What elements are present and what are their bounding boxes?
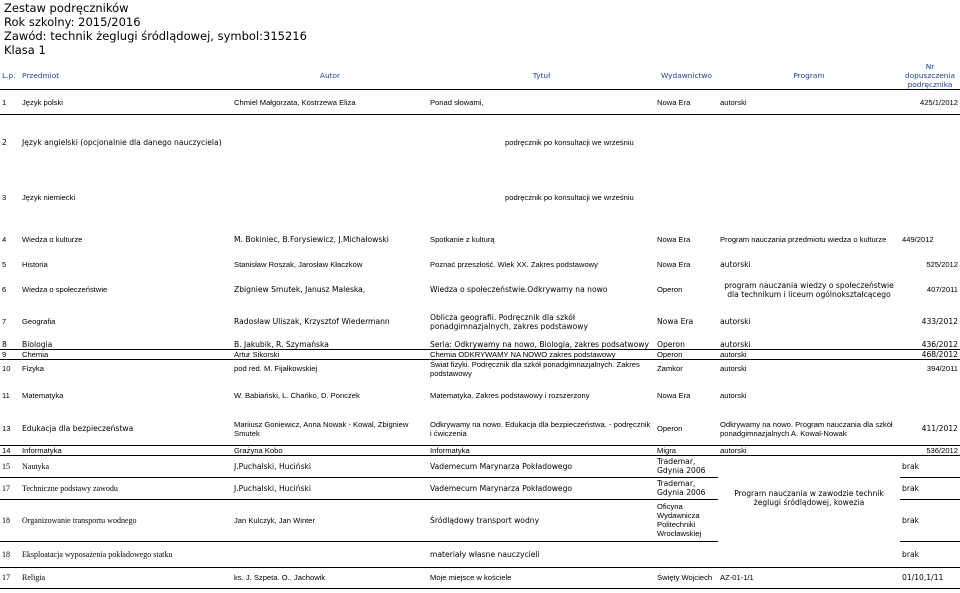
cell-lp: 13 bbox=[0, 413, 20, 445]
doc-title: Zestaw podręczników bbox=[4, 1, 129, 15]
cell-nr: brak bbox=[900, 477, 960, 499]
cell-nr: 468/2012 bbox=[900, 349, 960, 359]
cell-program: autorski bbox=[718, 349, 900, 359]
cell-wydawnictwo: Operon bbox=[657, 285, 683, 294]
cell-nr: 436/2012 bbox=[900, 340, 960, 350]
cell-tytul: Wiedza o społeczeństwie.Odkrywamy na nowo bbox=[430, 285, 608, 294]
cell-wydawnictwo bbox=[655, 541, 718, 567]
cell-autor: ks. J. Szpeta. O.. Jachowik bbox=[232, 567, 428, 588]
cell-program: Odkrywamy na nowo. Program nauczania dla szkół ponadgimnazjalnych A. Kowal-Nowak bbox=[718, 413, 900, 445]
cell-tytul: Moje miejsce w kościele bbox=[428, 567, 655, 588]
cell-nr: 411/2012 bbox=[900, 413, 960, 445]
cell-nr: 394/2011 bbox=[926, 364, 958, 374]
table-row bbox=[0, 445, 960, 455]
table-row bbox=[0, 349, 960, 359]
cell-przedmiot: Język niemiecki bbox=[22, 193, 76, 202]
class-label: Klasa 1 bbox=[4, 43, 46, 57]
cell-wydawnictwo: Operon bbox=[655, 340, 718, 350]
cell-program: Program nauczania przedmiotu wiedza o kulturze bbox=[720, 234, 887, 244]
cell-przedmiot: Religia bbox=[20, 567, 232, 588]
cell-przedmiot: Eksploatacja wyposażenia pokładowego statku bbox=[20, 541, 232, 567]
cell-wydawnictwo: Oficyna Wydawnicza Politechniki Wrocławskiej bbox=[655, 499, 718, 541]
cell-autor: W. Babiański, L. Chańko, D. Ponczek bbox=[234, 391, 360, 400]
cell-nr: brak bbox=[900, 455, 960, 477]
table-row bbox=[0, 541, 960, 567]
cell-nr: brak bbox=[900, 541, 960, 567]
cell-autor: Stanisław Roszak, Jarosław Kłaczkow bbox=[234, 259, 363, 269]
cell-lp: 3 bbox=[2, 193, 7, 202]
cell-wydawnictwo: Trademar, Gdynia 2006 bbox=[655, 455, 718, 477]
table-row bbox=[0, 90, 960, 115]
table-row bbox=[0, 567, 960, 588]
cell-przedmiot: Wiedza o społeczeństwie bbox=[22, 285, 108, 294]
cell-przedmiot: Chemia bbox=[20, 349, 232, 359]
cell-program-merged: Program nauczania w zawodzie technik żeglugi śródlądowej, kowezia bbox=[734, 489, 884, 508]
cell-tytul-text: podręcznik po konsultacji we wrześniu bbox=[505, 193, 634, 202]
cell-przedmiot: Biologia bbox=[20, 340, 232, 350]
table-row bbox=[0, 170, 960, 226]
school-year: Rok szkolny: 2015/2016 bbox=[4, 15, 141, 29]
cell-tytul-text: podręcznik po konsultacji we wrześniu bbox=[505, 137, 634, 147]
cell-nr: 407/2011 bbox=[926, 285, 958, 294]
cell-nr: 449/2012 bbox=[902, 234, 934, 244]
cell-program: autorski bbox=[720, 317, 751, 326]
cell-program: autorski bbox=[720, 391, 747, 400]
col-header-przedmiot: Przedmiot bbox=[20, 61, 232, 90]
cell-autor: J.Puchalski, Huciński bbox=[232, 455, 428, 477]
table-row bbox=[0, 253, 960, 276]
table-row bbox=[0, 455, 960, 477]
cell-program: autorski bbox=[718, 445, 900, 455]
cell-nr: 425/1/2012 bbox=[900, 90, 960, 115]
col-header-lp: L.p. bbox=[0, 61, 20, 90]
cell-nr: 433/2012 bbox=[921, 317, 958, 326]
cell-autor bbox=[232, 115, 428, 170]
cell-lp: 10 bbox=[2, 364, 11, 374]
cell-nr bbox=[900, 170, 960, 226]
cell-tytul: Odkrywamy na nowo. Edukacja dla bezpieczeństwa. - podręcznik i ćwiczenia bbox=[428, 413, 655, 445]
cell-program bbox=[718, 541, 900, 567]
cell-autor bbox=[232, 170, 428, 226]
cell-lp: 7 bbox=[2, 317, 7, 326]
col-header-program: Program bbox=[718, 61, 900, 90]
cell-lp: 14 bbox=[0, 445, 20, 455]
cell-przedmiot: Edukacja dla bezpieczeństwa bbox=[20, 413, 232, 445]
cell-autor: Mariiusz Goniewicz, Anna Nowak - Kowal, Zbigniew Smutek bbox=[232, 413, 428, 445]
cell-przedmiot: Język angielski (opcjonalnie dla danego nauczyciela) bbox=[22, 137, 222, 147]
cell-wydawnictwo: Trademar, Gdynia 2006 bbox=[655, 477, 718, 499]
cell-lp: 9 bbox=[0, 349, 20, 359]
table-row bbox=[0, 304, 960, 340]
cell-tytul: Matematyka. Zakres podstawowy i rozszerzony bbox=[430, 391, 590, 400]
cell-tytul: Poznać przeszłość. Wiek XX. Zakres podstawowy bbox=[430, 259, 598, 269]
cell-program: autorski bbox=[718, 90, 900, 115]
cell-tytul: materiały własne nauczycieli bbox=[428, 541, 655, 567]
cell-lp: 18 bbox=[0, 499, 20, 541]
cell-wydawnictwo: Nowa Era bbox=[657, 259, 691, 269]
cell-nr: brak bbox=[900, 499, 960, 541]
cell-tytul: Vademecum Marynarza Pokładowego bbox=[428, 477, 655, 499]
cell-wydawnictwo: Nowa Era bbox=[657, 391, 691, 400]
cell-wydawnictwo: Operon bbox=[655, 413, 718, 445]
cell-tytul: Oblicza geografii. Podręcznik dla szkół ponadgimnazjalnych, zakres podstawowy bbox=[430, 312, 588, 331]
col-header-wydawnictwo: Wydawnictwo bbox=[655, 61, 718, 90]
cell-tytul: Seria: Odkrywamy na nowo, Biologia, zakres podsatwowy bbox=[428, 340, 655, 350]
cell-autor: pod red. M. Fijałkowskiej bbox=[234, 364, 318, 374]
cell-autor: M. Bokiniec, B.Forysiewicz, J.Michałowski bbox=[234, 234, 389, 244]
cell-tytul: Chemia ODKRYWAMY NA NOWO zakres podstawowy bbox=[428, 349, 655, 359]
cell-autor: Zbigniew Smutek, Janusz Maleska, bbox=[234, 285, 366, 294]
cell-program: program nauczania wiedzy o społeczeństwie dla technikum i liceum ogólnokształcącego bbox=[724, 280, 894, 299]
cell-program: autorski bbox=[718, 340, 900, 350]
profession: Zawód: technik żeglugi śródlądowej, symbol:315216 bbox=[4, 29, 307, 43]
cell-lp: 18 bbox=[0, 541, 20, 567]
table-row bbox=[0, 226, 960, 253]
cell-przedmiot: Język polski bbox=[20, 90, 232, 115]
table-row bbox=[0, 378, 960, 413]
cell-lp: 1 bbox=[0, 90, 20, 115]
table-row bbox=[0, 359, 960, 378]
table-row bbox=[0, 340, 960, 350]
cell-lp: 8 bbox=[0, 340, 20, 350]
cell-lp: 2 bbox=[2, 137, 7, 147]
cell-przedmiot: Techniczne podstawy zawodu bbox=[20, 477, 232, 499]
cell-wydawnictwo: Święty Wojciech bbox=[655, 567, 718, 588]
cell-przedmiot: Geografia bbox=[22, 317, 56, 326]
cell-autor: Jan Kulczyk, Jan Winter bbox=[232, 499, 428, 541]
cell-tytul bbox=[428, 170, 900, 226]
cell-nr: 536/2012 bbox=[900, 445, 960, 455]
col-header-autor: Autor bbox=[232, 61, 428, 90]
cell-wydawnictwo: Zamkor bbox=[657, 364, 683, 374]
cell-wydawnictwo: Nowa Era bbox=[655, 90, 718, 115]
cell-lp: 6 bbox=[2, 285, 7, 294]
cell-wydawnictwo: Operon bbox=[655, 349, 718, 359]
cell-tytul: Śródlądowy transport wodny bbox=[428, 499, 655, 541]
cell-tytul: Ponad słowami, bbox=[428, 90, 655, 115]
cell-wydawnictwo: Nowa Era bbox=[657, 317, 694, 326]
cell-lp: 15 bbox=[0, 455, 20, 477]
cell-przedmiot: Historia bbox=[22, 259, 48, 269]
table-row bbox=[0, 413, 960, 445]
cell-lp: 17 bbox=[0, 567, 20, 588]
cell-nr: 01/10,1/11 bbox=[900, 567, 960, 588]
cell-tytul: Świat fizyki. Podręcznik dla szkół ponadgimnazjalnych. Zakres podstawowy bbox=[430, 359, 640, 378]
cell-przedmiot: Informatyka bbox=[20, 445, 232, 455]
cell-autor: Artur Sikorski bbox=[232, 349, 428, 359]
cell-autor: Radosław Uliszak, Krzysztof Wiedermann bbox=[234, 317, 390, 326]
cell-lp: 4 bbox=[2, 234, 7, 244]
cell-program: autorski bbox=[720, 259, 751, 269]
cell-autor: J.Puchalski, Huciński bbox=[232, 477, 428, 499]
cell-program: autorski bbox=[720, 364, 747, 374]
col-header-nr: Nr dopuszczenia podręcznika bbox=[900, 61, 960, 90]
cell-lp: 17 bbox=[0, 477, 20, 499]
cell-tytul: Vademecum Marynarza Pokładowego bbox=[428, 455, 655, 477]
cell-przedmiot: Fizyka bbox=[22, 364, 44, 374]
cell-program: AZ-01-1/1 bbox=[718, 567, 900, 588]
col-header-tytul: Tytuł bbox=[428, 61, 655, 90]
cell-przedmiot: Organizowanie transportu wodnego bbox=[20, 499, 232, 541]
cell-przedmiot: Wiedza o kulturze bbox=[22, 234, 83, 244]
cell-autor bbox=[232, 541, 428, 567]
cell-tytul bbox=[428, 115, 900, 170]
cell-lp: 5 bbox=[2, 259, 7, 269]
cell-tytul: Informatyka bbox=[428, 445, 655, 455]
cell-nr bbox=[900, 378, 960, 413]
cell-autor: Chmiel Małgorzata, Kostrzewa Eliza bbox=[232, 90, 428, 115]
cell-autor: B. Jakubik, R. Szymańska bbox=[232, 340, 428, 350]
table-row bbox=[0, 276, 960, 304]
cell-tytul: Spotkanie z kulturą bbox=[430, 234, 495, 244]
table-row bbox=[0, 115, 960, 170]
cell-nr bbox=[900, 115, 960, 170]
cell-nr: 525/2012 bbox=[926, 259, 958, 269]
cell-przedmiot: Nautyka bbox=[20, 455, 232, 477]
cell-wydawnictwo: Nowa Era bbox=[657, 234, 691, 244]
textbook-table bbox=[0, 61, 960, 589]
cell-autor: Grażyna Kobo bbox=[232, 445, 428, 455]
cell-wydawnictwo: Migra bbox=[655, 445, 718, 455]
cell-lp: 11 bbox=[2, 391, 10, 400]
table-header-row bbox=[0, 61, 960, 90]
cell-przedmiot: Matematyka bbox=[22, 391, 64, 400]
